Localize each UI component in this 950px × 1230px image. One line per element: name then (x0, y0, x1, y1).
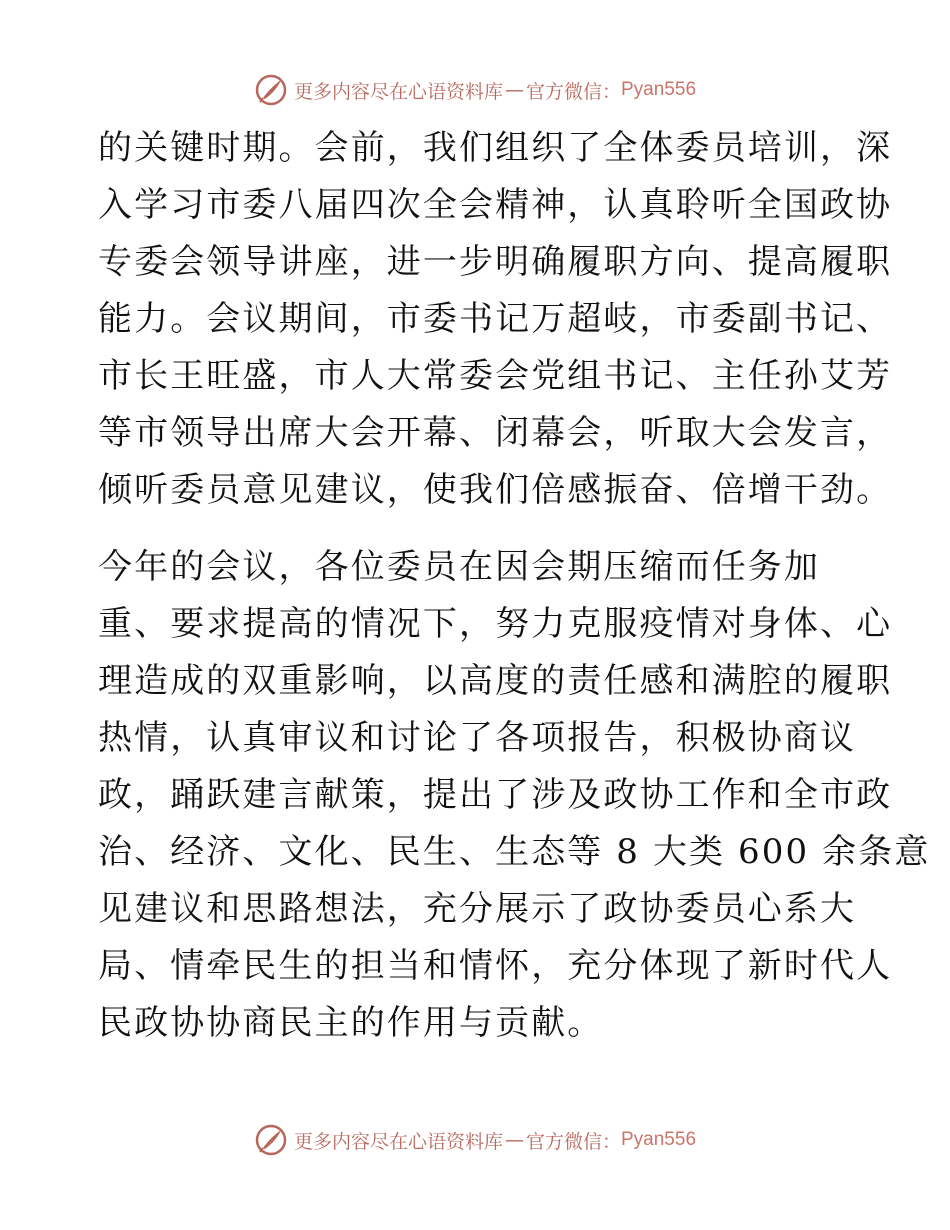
banner-dash: — (504, 1129, 524, 1151)
text-line: 热情，认真审议和讨论了各项报告，积极协商议 (98, 718, 857, 758)
text-line: 专委会领导讲座，进一步明确履职方向、提高履职 (98, 242, 893, 282)
text-line: 市长王旺盛，市人大常委会党组书记、主任孙艾芳 (98, 356, 893, 396)
text-line: 能力。会议期间，市委书记万超岐，市委副书记、 (98, 299, 893, 339)
header-banner (0, 70, 950, 110)
text-line: 见建议和思路想法，充分展示了政协委员心系大 (98, 889, 857, 929)
text-line: 等市领导出席大会开幕、闭幕会，听取大会发言， (98, 413, 893, 453)
text-line: 民政协协商民主的作用与贡献。 (98, 1003, 604, 1043)
text-line: 倾听委员意见建议，使我们倍感振奋、倍增干劲。 (98, 470, 893, 510)
footer-banner (0, 1120, 950, 1160)
banner-brand-text: 更多内容尽在心语资料库 (293, 1130, 503, 1153)
text-line: 治、经济、文化、民生、生态等 8 大类 600 余条意 (98, 832, 931, 872)
text-line: 入学习市委八届四次全会精神，认真聆听全国政协 (98, 185, 893, 225)
text-line: 重、要求提高的情况下，努力克服疫情对身体、心 (98, 604, 893, 644)
paragraph-1 (98, 120, 893, 519)
banner-wechat-label: 官方微信： (525, 1130, 621, 1153)
text-line: 理造成的双重影响，以高度的责任感和满腔的履职 (98, 661, 893, 701)
text-line: 的关键时期。会前，我们组织了全体委员培训，深 (98, 128, 893, 168)
banner-brand-text: 更多内容尽在心语资料库 (293, 80, 503, 103)
paragraph-spacer (98, 519, 858, 539)
banner-wechat-id: Pyan556 (621, 79, 697, 100)
document-body (98, 120, 931, 1052)
text-line: 局、情牵民生的担当和情怀，充分体现了新时代人 (98, 946, 893, 986)
text-line: 今年的会议，各位委员在因会期压缩而任务加 (98, 547, 820, 587)
text-line: 政，踊跃建言献策，提出了涉及政协工作和全市政 (98, 775, 893, 815)
feather-pen-logo-icon (254, 73, 288, 107)
banner-wechat-label: 官方微信： (525, 80, 621, 103)
banner-wechat-id: Pyan556 (621, 1129, 697, 1150)
feather-pen-logo-icon (254, 1123, 288, 1157)
banner-dash: — (504, 79, 524, 101)
paragraph-2 (98, 539, 931, 1052)
